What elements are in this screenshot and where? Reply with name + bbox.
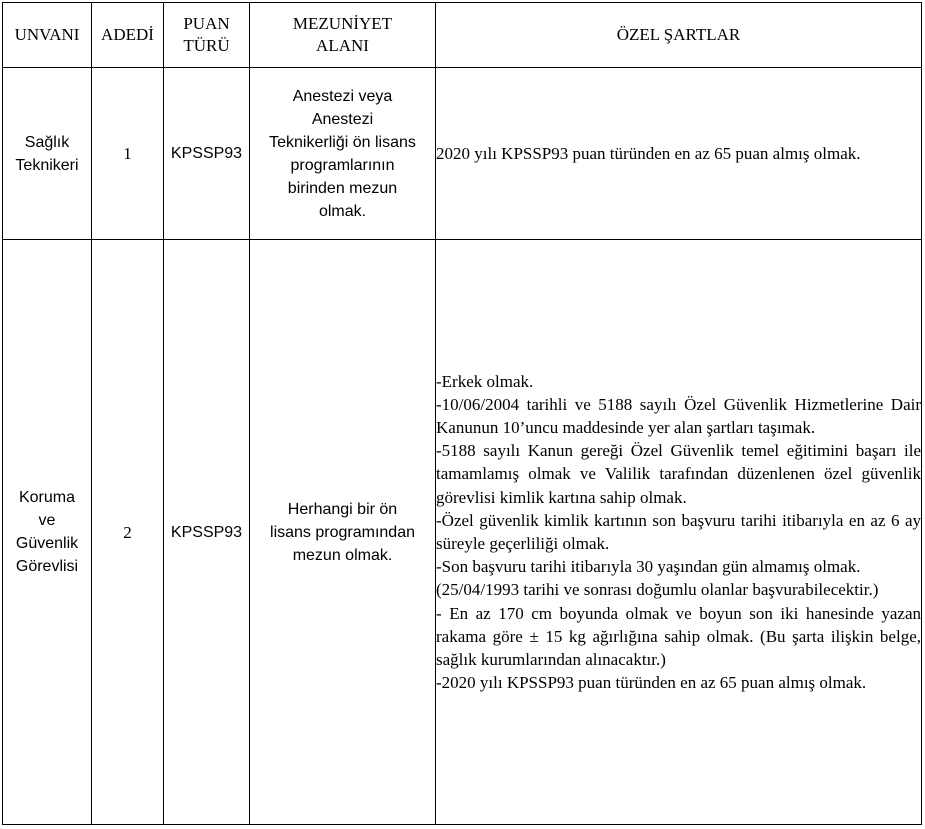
header-unvani: UNVANI — [3, 3, 92, 68]
cell-unvani: Koruma ve Güvenlik Görevlisi — [3, 240, 92, 825]
cell-ozel-sartlar — [436, 68, 922, 240]
cell-mezuniyet-alani: Herhangi bir ön lisans programından mezun olmak. — [250, 240, 436, 825]
cell-puan-turu: KPSSP93 — [164, 240, 250, 825]
header-row — [3, 3, 922, 68]
header-mezuniyet-alani: MEZUNİYET ALANI — [250, 3, 436, 68]
header-ozel-sartlar: ÖZEL ŞARTLAR — [436, 3, 922, 68]
header-adedi: ADEDİ — [92, 3, 164, 68]
cell-ozel-sartlar — [436, 240, 922, 825]
table-row — [3, 68, 922, 240]
condition-item: -Erkek olmak. — [436, 371, 534, 391]
condition-item: -2020 yılı KPSSP93 puan türünden en az 65 puan almış olmak. — [436, 673, 867, 693]
condition-item: (25/04/1993 tarihi ve sonrası doğumlu olanlar başvurabilecektir.) — [436, 580, 879, 600]
condition-item: -10/06/2004 tarihli ve 5188 sayılı Özel Güvenlik Hizmetlerine Dair — [436, 394, 921, 414]
cell-unvani: Sağlık Teknikeri — [3, 68, 92, 240]
header-puan-turu: PUAN TÜRÜ — [164, 3, 250, 68]
condition-item: - En az 170 cm boyunda olmak ve boyun son iki hanesinde yazan rakama göre ± 15 kg ağırlığına sahip olmak. (Bu şarta ilişkin belge, sağlık kurumlarından alınacaktır.) — [436, 603, 921, 670]
condition-item: 2020 yılı KPSSP93 puan türünden en az 65 puan almış olmak. — [436, 143, 861, 163]
cell-puan-turu: KPSSP93 — [164, 68, 250, 240]
cell-adedi: 1 — [92, 68, 164, 240]
condition-item: Kanunun 10’uncu maddesinde yer alan şartları taşımak. — [436, 417, 816, 437]
condition-item: -Özel güvenlik kimlik kartının son başvuru tarihi itibarıyla en az 6 ay süreyle geçerliliği olmak. — [436, 510, 921, 553]
condition-item: -5188 sayılı Kanun gereği Özel Güvenlik temel eğitimini başarı ile tamamlamış olmak ve Valilik tarafından düzenlenen özel güvenlik görevlisi kimlik kartına sahip olmak. — [436, 441, 921, 507]
cell-mezuniyet-alani: Anestezi veya Anestezi Teknikerliği ön lisans programlarının birinden mezun olmak. — [250, 68, 436, 240]
condition-item: -Son başvuru tarihi itibarıyla 30 yaşından gün almamış olmak. — [436, 557, 861, 577]
table-row — [3, 240, 922, 825]
job-requirements-table — [2, 2, 922, 825]
cell-adedi: 2 — [92, 240, 164, 825]
